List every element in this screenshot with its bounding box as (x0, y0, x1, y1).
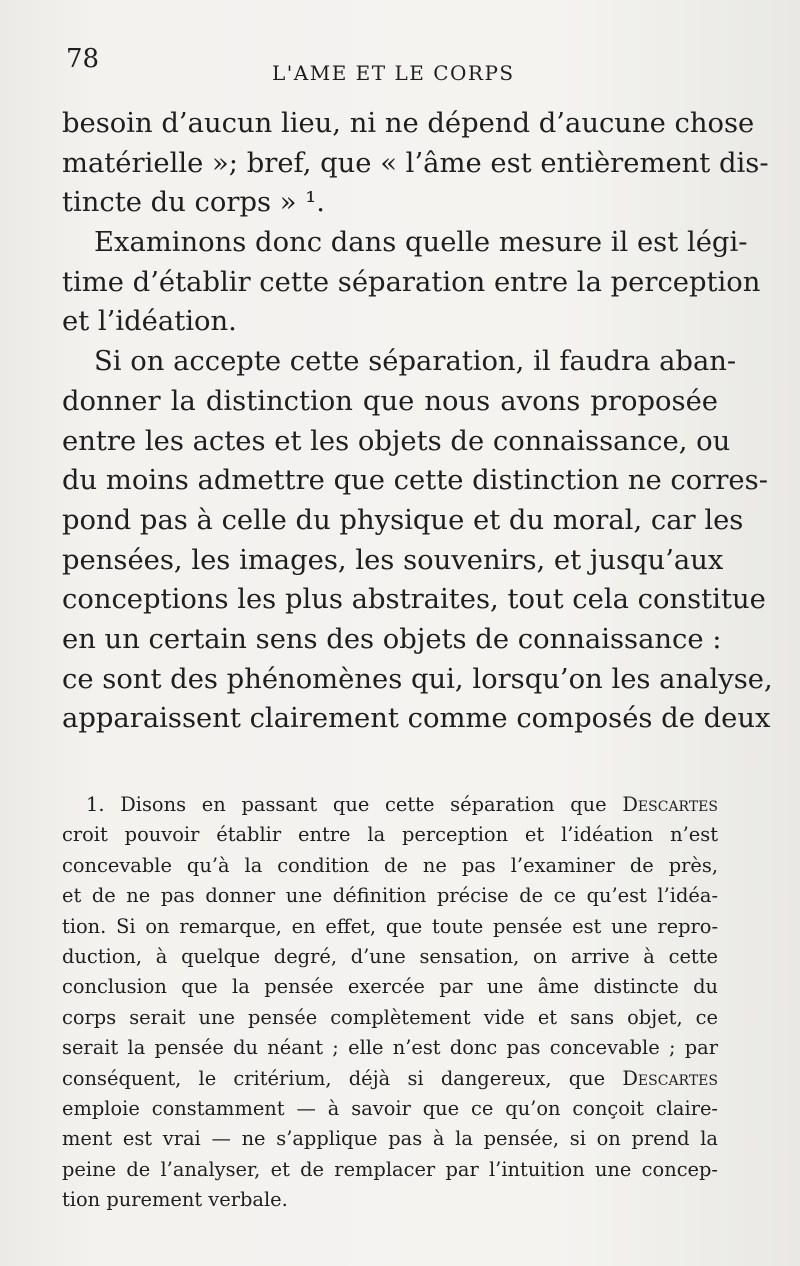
footnote-line: conclusion que la pensée exercée par une âme distincte du (62, 975, 718, 999)
text-line: et l’idéation. (62, 306, 237, 338)
text-line: apparaissent clairement comme composés de deux (62, 703, 771, 735)
footnote-line: tion purement verbale. (62, 1188, 288, 1212)
footnote-text: 1. Disons en passant que cette séparation que (86, 793, 623, 816)
text-line: time d’établir cette séparation entre la perception (62, 266, 761, 298)
footnote-line: emploie constamment — à savoir que ce qu’on conçoit claire- (62, 1096, 718, 1120)
main-text (62, 104, 773, 739)
footnote-line: duction, à quelque degré, d’une sensation, on arrive à cette (62, 944, 718, 968)
footnote-line: tion. Si on remarque, en effet, que toute pensée est une repro- (62, 914, 718, 938)
running-head: L'AME ET LE CORPS (272, 61, 515, 85)
footnote-line: peine de l’analyser, et de remplacer par l’intuition une concep- (62, 1157, 718, 1181)
footnote-line: corps serait une pensée complètement vide et sans objet, ce (62, 1005, 718, 1029)
text-line: matérielle »; bref, que « l’âme est entièrement dis- (62, 147, 769, 179)
text-line: besoin d’aucun lieu, ni ne dépend d’aucune chose (62, 108, 755, 139)
footnote-line: concevable qu’à la condition de ne pas l’examiner de près, (62, 853, 718, 877)
footnote-line: ment est vrai — ne s’applique pas à la pensée, si on prend la (62, 1127, 718, 1151)
text-line: tincte du corps » ¹. (62, 187, 325, 219)
text-line: du moins admettre que cette distinction ne corres- (62, 465, 768, 497)
footnote-line: et de ne pas donner une définition précise de ce qu’est l’idéa- (62, 884, 718, 908)
text-line: pensées, les images, les souvenirs, et jusqu’aux (62, 544, 724, 576)
text-line: ce sont des phénomènes qui, lorsqu’on les analyse, (62, 663, 773, 695)
footnote-text: conséquent, le critérium, déjà si dangereux, que (62, 1066, 623, 1090)
text-line: Si on accepte cette séparation, il faudra aban- (94, 346, 737, 378)
text-line: conceptions les plus abstraites, tout cela constitue (62, 584, 766, 616)
text-line: Examinons donc dans quelle mesure il est légi- (94, 227, 748, 259)
author-name: Descartes (622, 793, 718, 816)
footnote-line: serait la pensée du néant ; elle n’est donc pas concevable ; par (62, 1036, 718, 1060)
footnote-line: croit pouvoir établir entre la perception et l’idéation n’est (62, 823, 718, 847)
author-name: Descartes (622, 1066, 718, 1090)
text-line: donner la distinction que nous avons proposée (62, 385, 718, 417)
footnote (62, 790, 718, 1215)
page-number: 78 (66, 44, 100, 74)
footnote-line (62, 790, 718, 820)
text-line: entre les actes et les objets de connaissance, ou (62, 425, 731, 457)
text-line: en un certain sens des objets de connaissance : (62, 623, 722, 655)
footnote-line (62, 1064, 718, 1094)
text-line: pond pas à celle du physique et du moral, car les (62, 504, 744, 536)
